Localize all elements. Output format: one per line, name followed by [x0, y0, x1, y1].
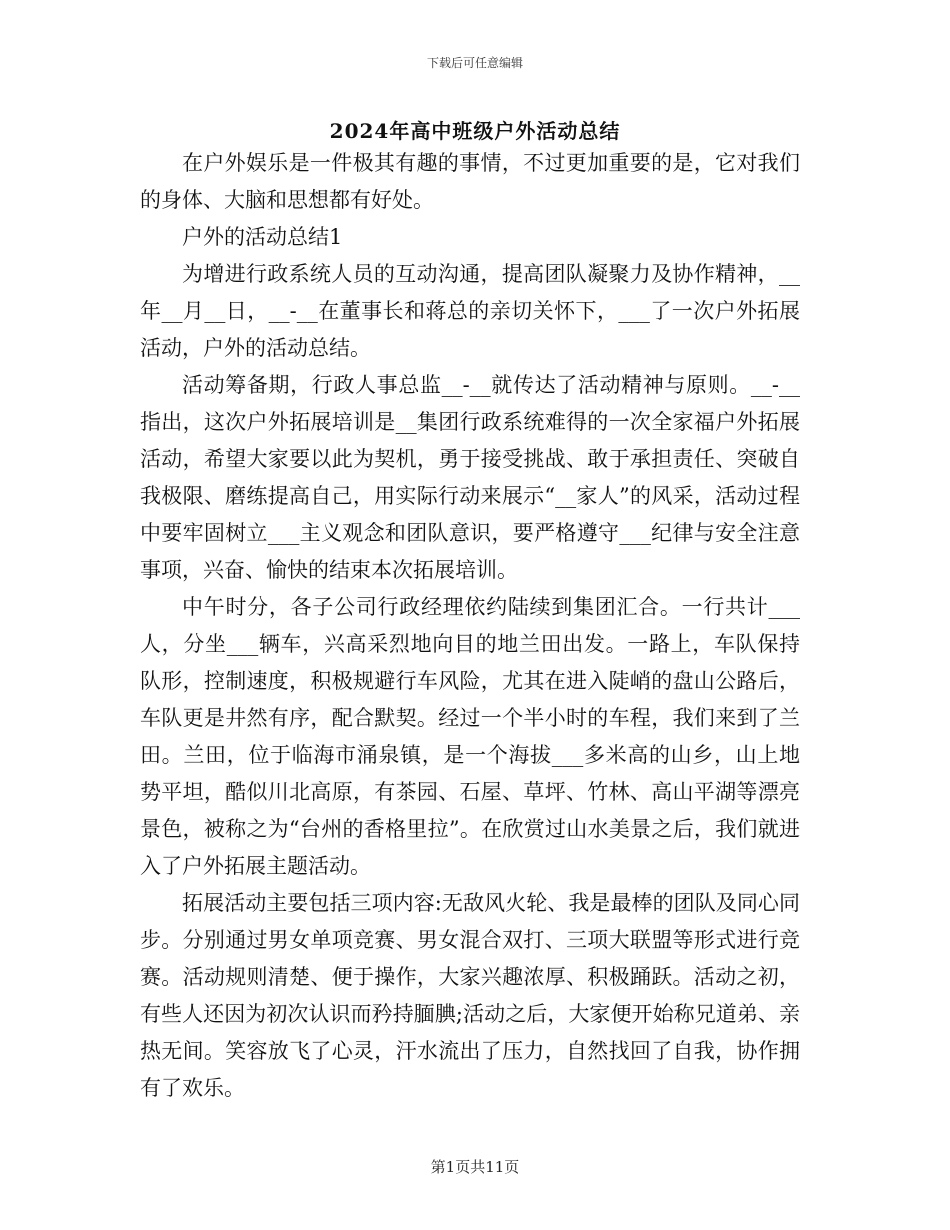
- section-heading: 户外的活动总结1: [182, 225, 343, 249]
- paragraph: 活动筹备期，行政人事总监__-__就传达了活动精神与原则。__-__指出，这次户外拓展培训是__集团行政系统难得的一次全家福户外拓展活动，希望大家要以此为契机，勇于接受挑战、敢于承担责任、突破自我极限、磨练提高自己，用实际行动来展示“__家人”的风采，活动过程中要牢固树立___主义观念和团队意识，要严格遵守___纪律与安全注意事项，兴奋、愉快的结束本次拓展培训。: [140, 373, 800, 582]
- document-title: 2024年高中班级户外活动总结: [329, 119, 621, 143]
- document-body: [140, 145, 800, 1107]
- paragraph: 拓展活动主要包括三项内容:无敌风火轮、我是最棒的团队及同心同步。分别通过男女单项竞赛、男女混合双打、三项大联盟等形式进行竞赛。活动规则清楚、便于操作，大家兴趣浓厚、积极踊跃。活动之初，有些人还因为初次认识而矜持腼腆;活动之后，大家便开始称兄道弟、亲热无间。笑容放飞了心灵，汗水流出了压力，自然找回了自我，协作拥有了欢乐。: [140, 891, 800, 1100]
- paragraph-intro: 在户外娱乐是一件极其有趣的事情，不过更加重要的是，它对我们的身体、大脑和思想都有好处。: [140, 151, 800, 212]
- paragraph: 中午时分，各子公司行政经理依约陆续到集团汇合。一行共计___人，分坐___辆车，兴高采烈地向目的地兰田出发。一路上，车队保持队形，控制速度，积极规避行车风险，尤其在进入陡峭的盘山公路后，车队更是井然有序，配合默契。经过一个半小时的车程，我们来到了兰田。兰田，位于临海市涌泉镇，是一个海拔___多米高的山乡，山上地势平坦，酷似川北高原，有茶园、石屋、草坪、竹林、高山平湖等漂亮景色，被称之为“台州的香格里拉”。在欣赏过山水美景之后，我们就进入了户外拓展主题活动。: [140, 595, 800, 878]
- paragraph: 为增进行政系统人员的互动沟通，提高团队凝聚力及协作精神，__年__月__日，__-__在董事长和蒋总的亲切关怀下，___了一次户外拓展活动，户外的活动总结。: [140, 262, 800, 360]
- page-footer: 第1页共11页: [430, 1158, 520, 1176]
- header-note: 下载后可任意编辑: [426, 56, 523, 70]
